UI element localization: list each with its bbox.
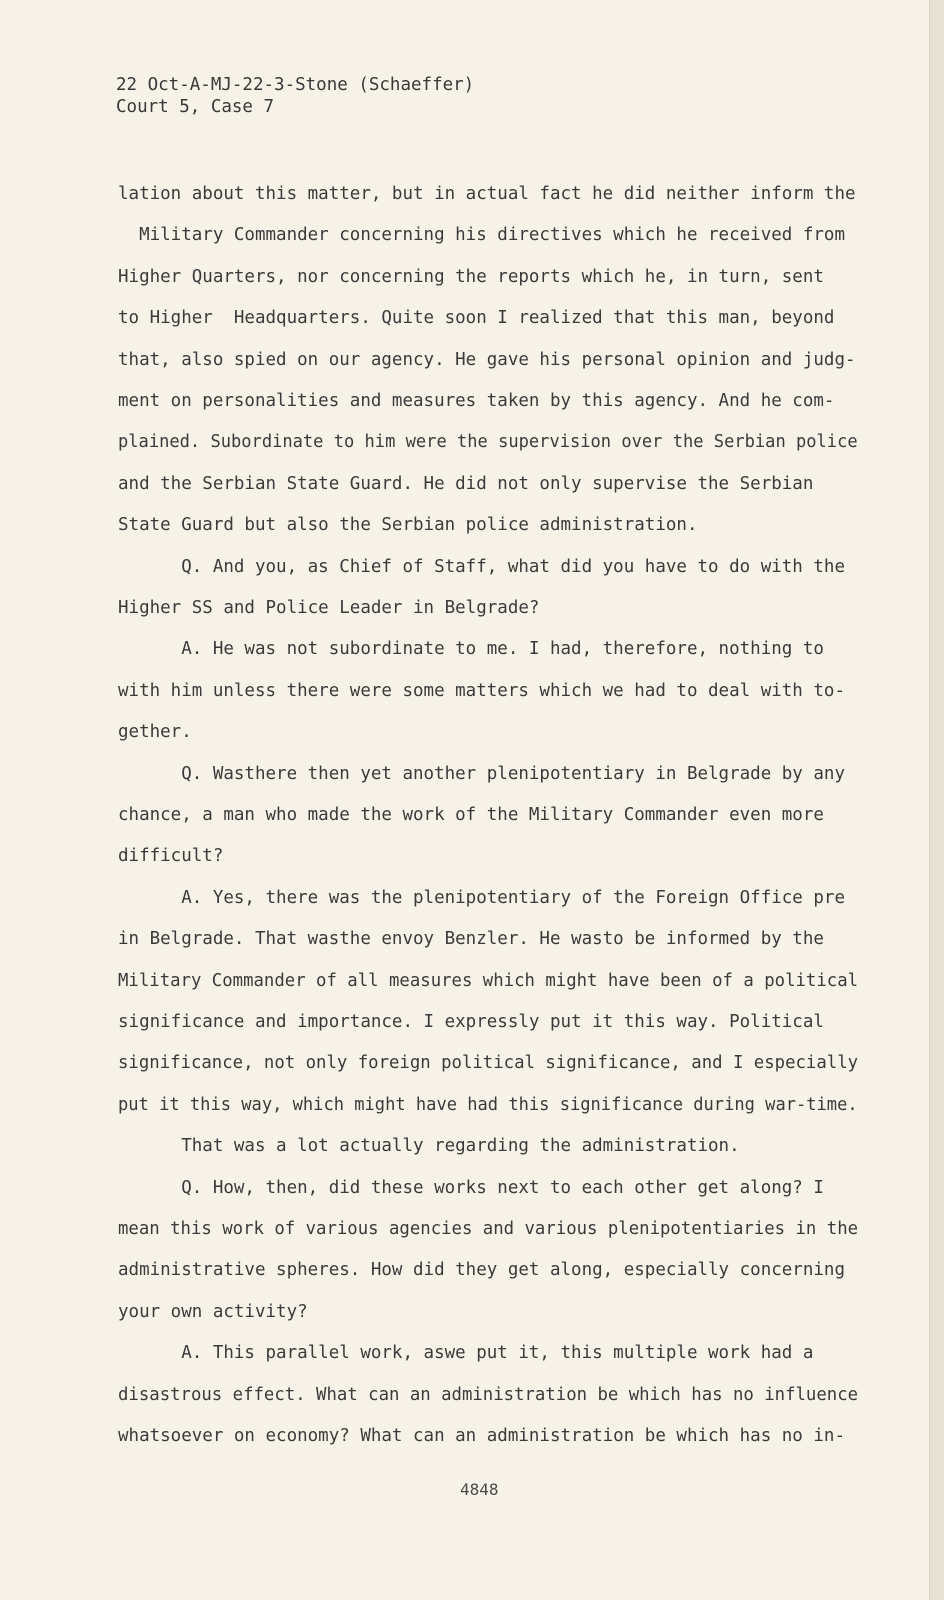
- text-line: plained. Subordinate to him were the supervision over the Serbian police: [118, 432, 858, 453]
- text-line: to Higher Headquarters. Quite soon I realized that this man, beyond: [118, 308, 835, 329]
- header-reference: 22 Oct-A-MJ-22-3-Stone (Schaeffer): [116, 75, 475, 95]
- text-line: Higher Quarters, nor concerning the reports which he, in turn, sent: [118, 266, 824, 287]
- text-line: your own activity?: [118, 1301, 308, 1322]
- text-line: with him unless there were some matters which we had to deal with to-: [118, 680, 845, 701]
- text-line: ment on personalities and measures taken by this agency. And he com-: [118, 391, 835, 411]
- header-court-case: Court 5, Case 7: [116, 97, 275, 117]
- text-line: A. Yes, there was the plenipotentiary of the Foreign Office pre: [118, 887, 845, 908]
- text-line: chance, a man who made the work of the Military Commander even more: [118, 805, 824, 825]
- text-line: mean this work of various agencies and various plenipotentiaries in the: [118, 1219, 859, 1239]
- text-line: Higher SS and Police Leader in Belgrade?: [118, 598, 540, 618]
- text-line: State Guard but also the Serbian police administration.: [118, 515, 698, 536]
- text-line: A. This parallel work, aswe put it, this multiple work had a: [118, 1343, 814, 1364]
- text-line: difficult?: [118, 846, 224, 867]
- text-line: Military Commander concerning his directives which he received from: [118, 225, 845, 246]
- text-line: Military Commander of all measures which might have been of a political: [118, 970, 859, 991]
- text-line: gether.: [118, 722, 192, 743]
- text-line: put it this way, which might have had this significance during war-time.: [118, 1094, 858, 1115]
- document-header: [116, 74, 474, 118]
- text-line: that, also spied on our agency. He gave his personal opinion and judg-: [118, 349, 856, 370]
- text-line: and the Serbian State Guard. He did not only supervise the Serbian: [118, 473, 814, 494]
- text-line: administrative spheres. How did they get along, especially concerning: [118, 1260, 845, 1281]
- text-line: disastrous effect. What can an administration be which has no influence: [118, 1384, 859, 1405]
- page-edge: [930, 0, 944, 1600]
- text-line: in Belgrade. That wasthe envoy Benzler. He wasto be informed by the: [118, 929, 824, 950]
- text-line: significance, not only foreign political significance, and I especially: [118, 1053, 859, 1074]
- text-line: A. He was not subordinate to me. I had, therefore, nothing to: [118, 639, 824, 660]
- text-line: Q. How, then, did these works next to each other get along? I: [118, 1177, 824, 1198]
- text-line: significance and importance. I expressly put it this way. Political: [118, 1012, 824, 1032]
- text-line: whatsoever on economy? What can an administration be which has no in-: [118, 1426, 845, 1446]
- text-line: That was a lot actually regarding the administration.: [118, 1136, 740, 1157]
- text-line: Q. Wasthere then yet another plenipotentiary in Belgrade by any: [118, 763, 845, 784]
- text-line: Q. And you, as Chief of Staff, what did you have to do with the: [118, 556, 845, 577]
- text-line: lation about this matter, but in actual fact he did neither inform the: [118, 184, 856, 204]
- page-number: 4848: [460, 1480, 499, 1499]
